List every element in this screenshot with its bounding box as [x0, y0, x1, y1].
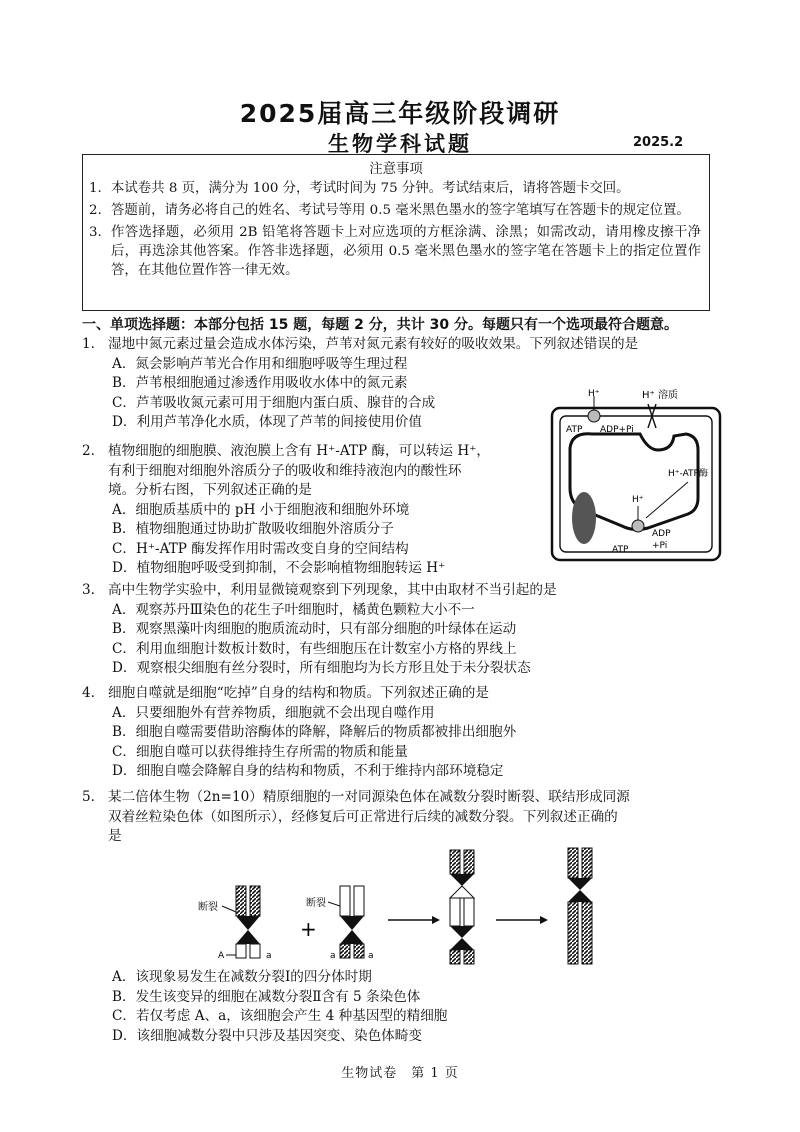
option-a: A．氮会影响芦苇光合作用和细胞呼吸等生理过程 — [112, 355, 408, 372]
notice-item-number: 1. — [89, 181, 102, 196]
enzyme-pointer — [646, 482, 688, 518]
option-d: D．观察根尖细胞有丝分裂时，所有细胞均为长方形且处于未分裂状态 — [112, 660, 531, 676]
arrow-2-head — [540, 916, 548, 924]
option-c: C．芦苇吸收氮元素可用于细胞内蛋白质、腺苷的合成 — [112, 394, 436, 411]
option-d: D．植物细胞呼吸受到抑制，不会影响植物细胞转运 H⁺ — [112, 560, 446, 576]
stem-line: 某二倍体生物（2n=10）精原细胞的一对同源染色体在减数分裂时断裂、联结形成同源 — [108, 789, 630, 805]
label-a-2: a — [330, 951, 336, 961]
option-b: B．芦苇根细胞通过渗透作用吸收水体中的氮元素 — [112, 375, 408, 391]
question-3 — [82, 581, 722, 679]
label-h1: H⁺ — [588, 389, 600, 399]
label-h3: H⁺ — [632, 495, 644, 505]
label-break-2: 断裂 — [306, 898, 326, 909]
arrow-1-head — [432, 916, 440, 924]
label-atp-bottom: ATP — [612, 545, 629, 555]
question-stem — [82, 335, 722, 355]
option-b: B．植物细胞通过协助扩散吸收细胞外溶质分子 — [112, 521, 394, 537]
notice-item-text: 作答选择题，必须用 2B 铅笔将答题卡上对应选项的方框涂满、涂黑；如需改动，请用橡皮擦干净后，再选涂其他答案。作答非选择题，必须用 0.5 毫米黑色墨水的签字笔在答题卡上的指定位置作答，在其他位置作答一律无效。 — [111, 225, 701, 278]
question-stem — [82, 581, 722, 601]
option-d: D．利用芦苇净化水质，体现了芦苇的间接使用价值 — [112, 414, 422, 430]
notice-box — [82, 154, 710, 311]
pump-bottom — [632, 520, 644, 532]
label-h2: H⁺ 溶质 — [642, 390, 678, 401]
repaired-chromosome — [568, 848, 592, 964]
question-number: 5. — [82, 789, 95, 805]
stem-line: 有利于细胞对细胞外溶质分子的吸收和维持液泡内的酸性环 — [108, 462, 462, 479]
notice-item-number: 2. — [89, 203, 102, 218]
exam-subtitle: 生物学科试题 — [328, 131, 472, 156]
notice-item-text: 本试卷共 8 页，满分为 100 分，考试时间为 75 分钟。考试结束后，请将答题卡交回。 — [111, 181, 630, 196]
notice-item — [83, 179, 709, 198]
question-5-options — [82, 968, 722, 1046]
question-stem-text: 湿地中氮元素过量会造成水体污染，芦苇对氮元素有较好的吸收效果。下列叙述错误的是 — [108, 336, 639, 352]
question-2 — [82, 442, 552, 579]
stem-line: 是 — [108, 828, 122, 844]
option-b: B．细胞自噬需要借助溶酶体的降解，降解后的物质都被排出细胞外 — [112, 724, 517, 740]
chromosome-2 — [340, 886, 364, 958]
question-5 — [82, 788, 722, 847]
cell-transport-figure — [548, 388, 730, 566]
option-a: A．细胞质基质中的 pH 小于细胞液和细胞外环境 — [112, 501, 410, 518]
label-adp-bottom: ADP — [652, 529, 671, 539]
option-c: C．若仅考虑 A、a，该细胞会产生 4 种基因型的精细胞 — [112, 1008, 448, 1024]
question-4 — [82, 684, 722, 782]
question-stem — [82, 788, 722, 847]
question-stem — [82, 684, 722, 704]
option-c: C．细胞自噬可以获得维持生存所需的物质和能量 — [112, 743, 408, 760]
option-b: B．观察黑藻叶肉细胞的胞质流动时，只有部分细胞的叶绿体在运动 — [112, 621, 517, 637]
chromosome-figure — [196, 846, 616, 966]
pump-top — [588, 410, 600, 422]
exam-title: 2025届高三年级阶段调研 — [239, 99, 561, 128]
notice-item-text: 答题前，请务必将自己的姓名、考试号等用 0.5 毫米黑色墨水的签字笔填写在答题卡的规定位置。 — [111, 203, 690, 218]
question-stem-text: 高中生物学实验中，利用显微镜观察到下列现象，其中由取材不当引起的是 — [108, 582, 557, 598]
question-stem-text — [108, 442, 552, 501]
option-a: A．只要细胞外有营养物质，细胞就不会出现自噬作用 — [112, 704, 435, 721]
plus-sign: + — [300, 917, 317, 941]
label-atp-top: ATP — [566, 425, 583, 435]
option-b: B．发生该变异的细胞在减数分裂Ⅱ含有 5 条染色体 — [112, 988, 421, 1005]
break-arrow-2 — [328, 902, 340, 906]
question-stem-text: 细胞自噬就是细胞“吃掉”自身的结构和物质。下列叙述正确的是 — [108, 685, 489, 701]
dicentric-chromosome — [450, 850, 474, 964]
chloroplast — [572, 492, 596, 544]
question-stem-text — [108, 788, 722, 847]
question-stem — [82, 442, 552, 501]
label-A: A — [218, 951, 225, 961]
label-a-3: a — [368, 951, 374, 961]
option-d: D．细胞自噬会降解自身的结构和物质，不利于维持内部环境稳定 — [112, 763, 504, 779]
option-a: A．观察苏丹Ⅲ染色的花生子叶细胞时，橘黄色颗粒大小不一 — [112, 601, 475, 618]
page-footer: 生物试卷 第 1 页 — [341, 1066, 459, 1081]
notice-item — [83, 201, 709, 220]
question-number: 4. — [82, 685, 95, 701]
notice-title: 注意事项 — [369, 162, 423, 177]
stem-line: 双着丝粒染色体（如图所示），经修复后可正常进行后续的减数分裂。下列叙述正确的 — [108, 808, 618, 825]
notice-item-number: 3. — [89, 225, 102, 240]
label-adp-top: ADP+Pi — [600, 425, 634, 435]
label-enzyme: H⁺-ATP酶 — [668, 469, 708, 479]
chromosome-1 — [236, 886, 260, 958]
label-break-1: 断裂 — [198, 902, 218, 913]
option-c: C．H⁺-ATP 酶发挥作用时需改变自身的空间结构 — [112, 540, 409, 557]
label-a-1: a — [266, 951, 272, 961]
question-number: 2. — [82, 443, 95, 459]
stem-line: 境。分析右图，下列叙述正确的是 — [108, 482, 312, 498]
notice-item — [83, 223, 709, 280]
break-arrow-1 — [222, 906, 236, 912]
question-number: 1. — [82, 336, 95, 352]
option-d: D．该细胞减数分裂中只涉及基因突变、染色体畸变 — [112, 1027, 422, 1044]
option-c: C．利用血细胞计数板计数时，有些细胞压在计数室小方格的界线上 — [112, 640, 517, 657]
question-number: 3. — [82, 582, 95, 598]
exam-date: 2025.2 — [633, 135, 684, 150]
label-pi-bottom: +Pi — [652, 541, 668, 551]
option-a: A．该现象易发生在减数分裂Ⅰ的四分体时期 — [112, 969, 372, 985]
section-heading: 一、单项选择题：本部分包括 15 题，每题 2 分，共计 30 分。每题只有一个选项最符合题意。 — [82, 317, 678, 333]
stem-line: 植物细胞的细胞膜、液泡膜上含有 H⁺-ATP 酶，可以转运 H⁺， — [108, 443, 490, 459]
